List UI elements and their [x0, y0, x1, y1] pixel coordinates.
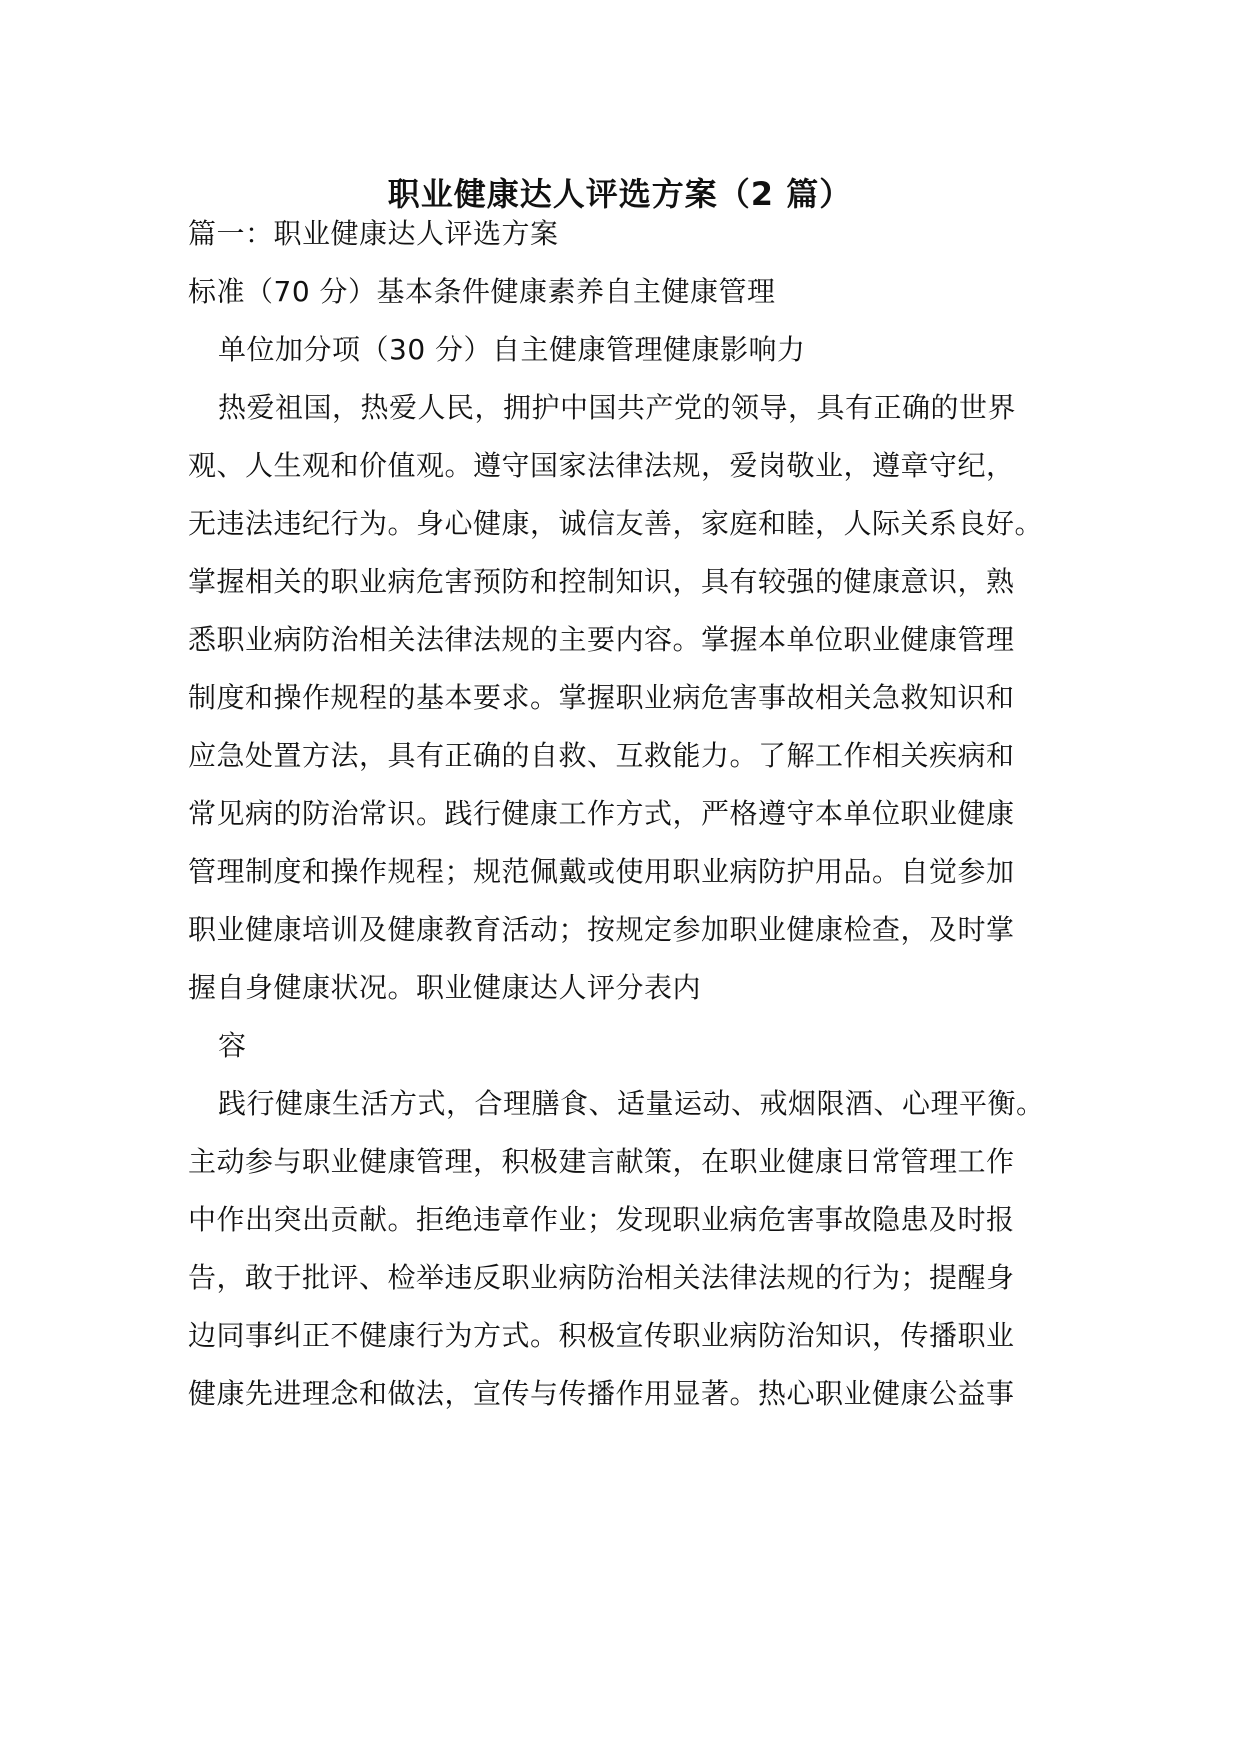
paragraph-line: 无违法违纪行为。身心健康，诚信友善，家庭和睦，人际关系良好。 [188, 507, 1044, 540]
section-heading: 篇一：职业健康达人评选方案 [188, 217, 559, 250]
paragraph-line: 掌握相关的职业病危害预防和控制知识，具有较强的健康意识，熟 [188, 565, 1015, 598]
paragraph-line: 观、人生观和价值观。遵守国家法律法规，爱岗敬业，遵章守纪， [188, 449, 1015, 482]
paragraph-line: 告，敢于批评、检举违反职业病防治相关法律法规的行为；提醒身 [188, 1261, 1015, 1294]
paragraph-line: 悉职业病防治相关法律法规的主要内容。掌握本单位职业健康管理 [188, 623, 1015, 656]
paragraph-line: 管理制度和操作规程；规范佩戴或使用职业病防护用品。自觉参加 [188, 855, 1015, 888]
paragraph-line: 握自身健康状况。职业健康达人评分表内 [188, 971, 702, 1004]
paragraph-line: 应急处置方法，具有正确的自救、互救能力。了解工作相关疾病和 [188, 739, 1015, 772]
paragraph-line: 践行健康生活方式，合理膳食、适量运动、戒烟限酒、心理平衡。 [218, 1087, 1045, 1120]
paragraph-line: 容 [218, 1029, 247, 1062]
paragraph-line: 健康先进理念和做法，宣传与传播作用显著。热心职业健康公益事 [188, 1377, 1015, 1410]
document-title: 职业健康达人评选方案（2 篇） [387, 175, 853, 213]
paragraph-line: 主动参与职业健康管理，积极建言献策，在职业健康日常管理工作 [188, 1145, 1015, 1178]
paragraph-line: 热爱祖国，热爱人民，拥护中国共产党的领导，具有正确的世界 [218, 391, 1017, 424]
paragraph-line: 中作出突出贡献。拒绝违章作业；发现职业病危害事故隐患及时报 [188, 1203, 1015, 1236]
paragraph-line: 常见病的防治常识。践行健康工作方式，严格遵守本单位职业健康 [188, 797, 1015, 830]
paragraph-line: 单位加分项（30 分）自主健康管理健康影响力 [218, 333, 806, 366]
paragraph-line: 标准（70 分）基本条件健康素养自主健康管理 [188, 275, 776, 308]
paragraph-line: 制度和操作规程的基本要求。掌握职业病危害事故相关急救知识和 [188, 681, 1015, 714]
paragraph-line: 边同事纠正不健康行为方式。积极宣传职业病防治知识，传播职业 [188, 1319, 1015, 1352]
paragraph-line: 职业健康培训及健康教育活动；按规定参加职业健康检查，及时掌 [188, 913, 1015, 946]
